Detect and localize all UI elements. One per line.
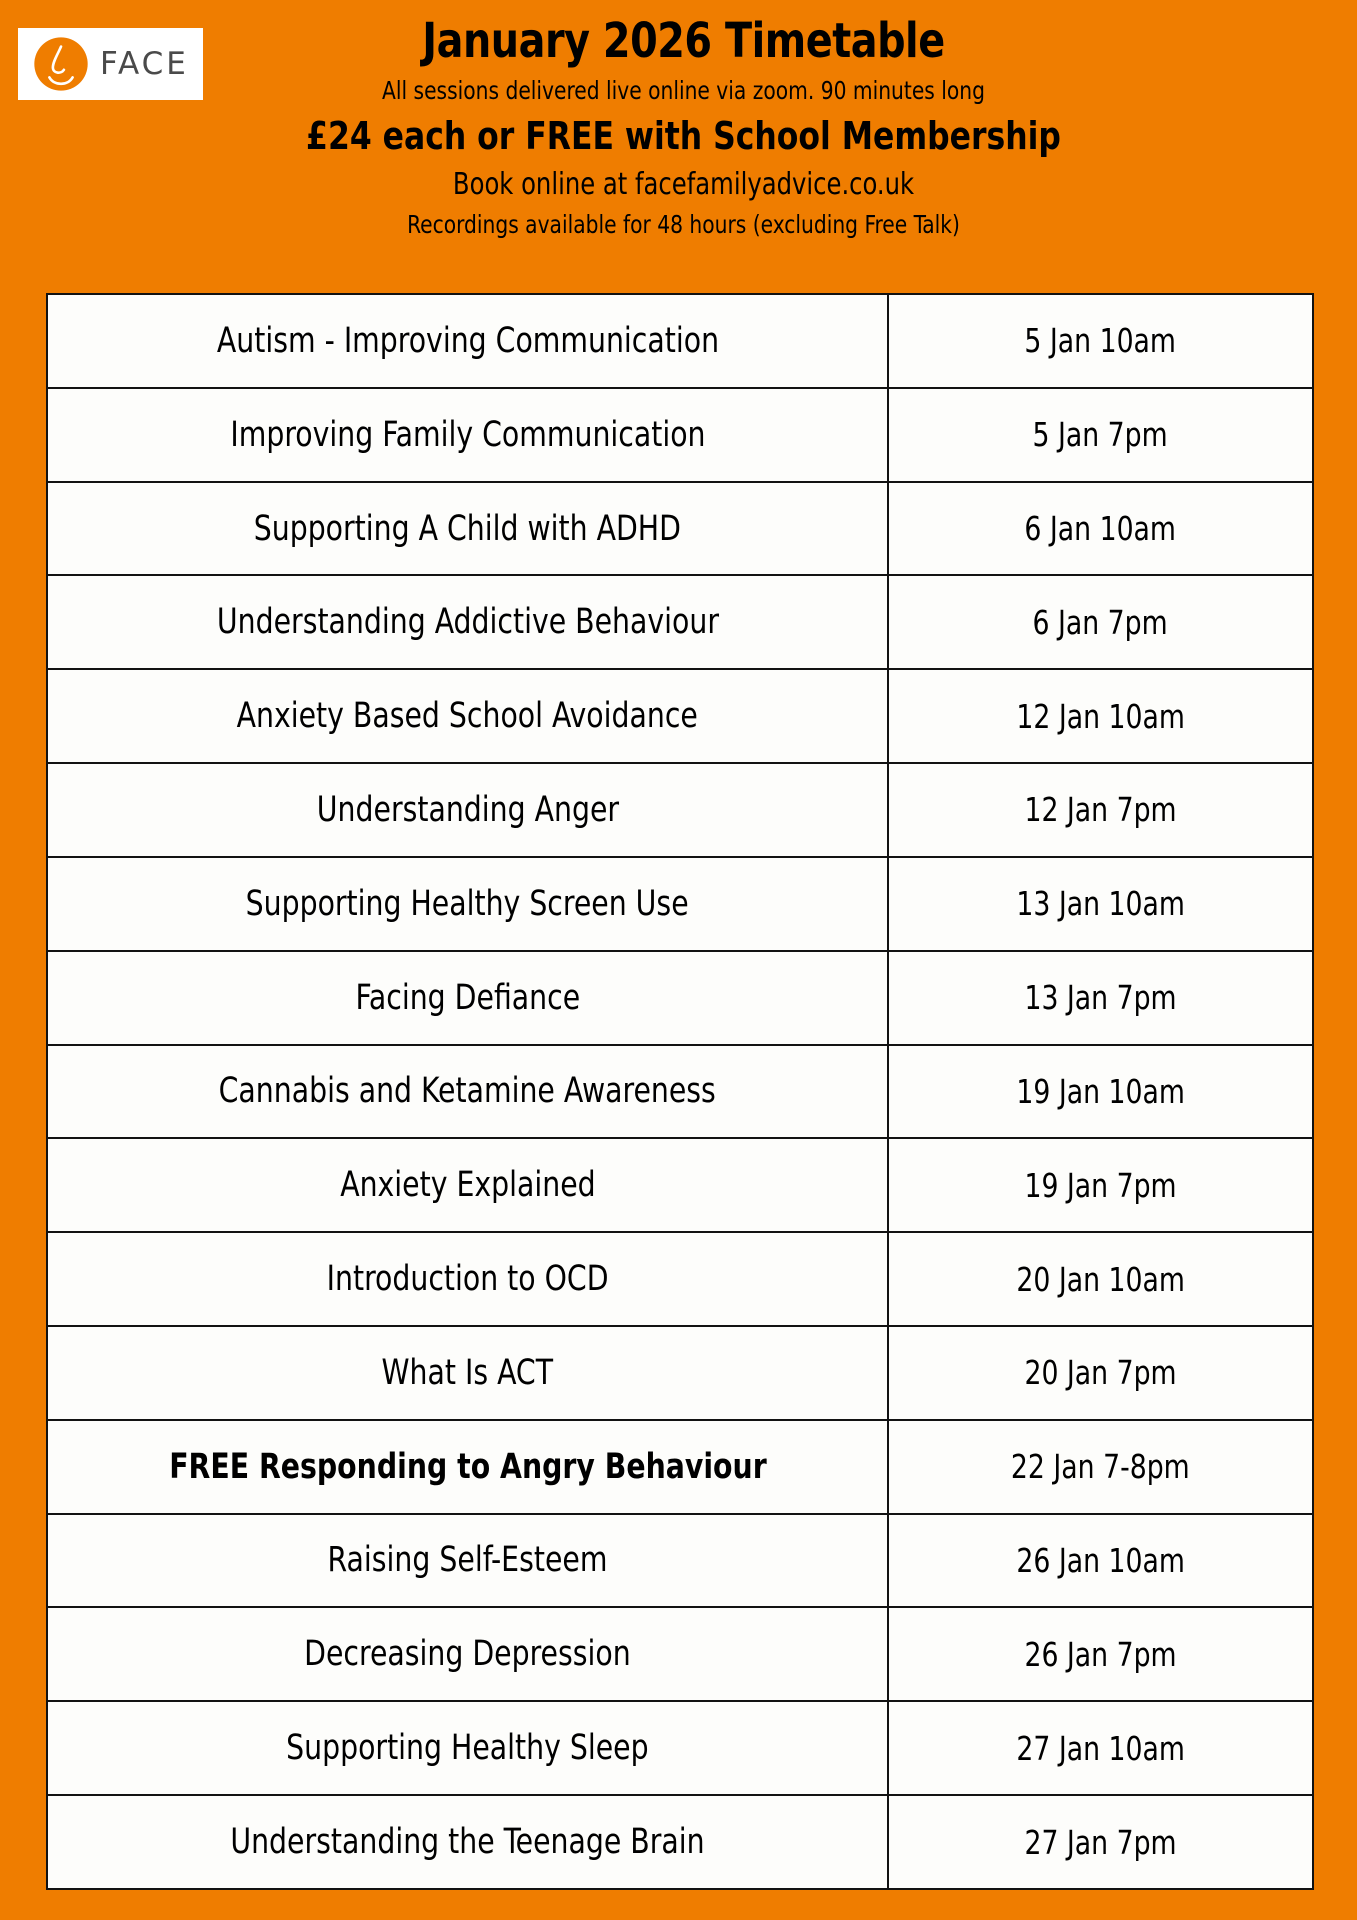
session-title-text: Understanding the Teenage Brain [230, 1822, 705, 1862]
session-title-text: Autism - Improving Communication [216, 320, 719, 361]
table-row [47, 669, 1313, 763]
session-title-cell [47, 1138, 888, 1232]
session-title-cell [47, 1607, 888, 1701]
session-title-cell [47, 1045, 888, 1139]
table-row [47, 388, 1313, 482]
session-title-text: Anxiety Explained [339, 1165, 596, 1206]
session-date-text: 26 Jan 10am [1016, 1540, 1185, 1580]
session-title-text: FREE Responding to Angry Behaviour [168, 1446, 767, 1487]
session-date-text: 26 Jan 7pm [1024, 1634, 1177, 1674]
session-date-cell [888, 1607, 1313, 1701]
session-date-cell [888, 1514, 1313, 1608]
session-title-text: Decreasing Depression [304, 1634, 631, 1675]
session-date-text: 5 Jan 10am [1024, 321, 1177, 361]
session-date-text: 13 Jan 10am [1016, 884, 1185, 924]
session-title-cell [47, 1326, 888, 1420]
session-date-text: 19 Jan 10am [1016, 1071, 1185, 1111]
table-row [47, 1701, 1313, 1795]
table-row [47, 1232, 1313, 1326]
session-date-cell [888, 1326, 1313, 1420]
session-date-cell [888, 575, 1313, 669]
session-date-cell [888, 1420, 1313, 1514]
poster-header [0, 0, 1357, 293]
session-title-text: Raising Self-Esteem [327, 1540, 608, 1581]
session-title-cell [47, 388, 888, 482]
session-title-cell [47, 1232, 888, 1326]
session-title-cell [47, 669, 888, 763]
session-title-cell [47, 294, 888, 388]
session-date-cell [888, 951, 1313, 1045]
session-title-text: Facing Defiance [355, 977, 580, 1018]
session-date-text: 20 Jan 10am [1016, 1259, 1185, 1299]
table-row [47, 857, 1313, 951]
session-date-cell [888, 1045, 1313, 1139]
session-title-text: Understanding Anger [316, 789, 619, 830]
session-date-text: 5 Jan 7pm [1032, 415, 1169, 455]
session-date-text: 12 Jan 10am [1016, 696, 1185, 736]
session-title-text: Understanding Addictive Behaviour [216, 602, 719, 643]
session-date-cell [888, 857, 1313, 951]
session-date-cell [888, 1138, 1313, 1232]
session-date-text: 6 Jan 10am [1024, 509, 1177, 549]
header-text-block [0, 13, 1357, 242]
session-date-cell [888, 1701, 1313, 1795]
session-date-text: 12 Jan 7pm [1024, 790, 1177, 830]
table-row [47, 1420, 1313, 1514]
table-row [47, 951, 1313, 1045]
session-title-cell [47, 1420, 888, 1514]
table-row [47, 1138, 1313, 1232]
session-title-text: Cannabis and Ketamine Awareness [218, 1071, 717, 1112]
session-date-text: 13 Jan 7pm [1024, 978, 1177, 1018]
session-date-cell [888, 482, 1313, 576]
session-title-text: Anxiety Based School Avoidance [236, 696, 699, 737]
timetable-container [46, 293, 1312, 1890]
pricing-note: £24 each or FREE with School Membership [306, 113, 1061, 158]
session-date-cell [888, 1232, 1313, 1326]
session-title-cell [47, 1514, 888, 1608]
session-title-text: Supporting Healthy Screen Use [245, 883, 690, 924]
session-title-cell [47, 951, 888, 1045]
session-title-text: Introduction to OCD [326, 1259, 609, 1300]
session-date-text: 20 Jan 7pm [1024, 1353, 1177, 1393]
session-title-cell [47, 575, 888, 669]
table-row [47, 482, 1313, 576]
session-date-text: 22 Jan 7-8pm [1011, 1447, 1190, 1487]
brand-logo-text: FACE [100, 45, 189, 82]
session-date-cell [888, 669, 1313, 763]
session-date-cell [888, 388, 1313, 482]
session-title-cell [47, 1795, 888, 1889]
session-date-text: 27 Jan 7pm [1024, 1822, 1177, 1862]
session-title-cell [47, 482, 888, 576]
session-title-text: Improving Family Communication [229, 414, 706, 455]
session-format-note: All sessions delivered live online via zoom. 90 minutes long [382, 75, 985, 105]
session-date-text: 6 Jan 7pm [1032, 602, 1169, 642]
recordings-note: Recordings available for 48 hours (excluding Free Talk) [407, 210, 960, 240]
table-row [47, 1795, 1313, 1889]
table-row [47, 1045, 1313, 1139]
table-row [47, 575, 1313, 669]
session-title-text: Supporting A Child with ADHD [253, 508, 682, 549]
booking-link-note[interactable]: Book online at facefamilyadvice.co.uk [452, 167, 915, 203]
session-title-text: Supporting Healthy Sleep [286, 1728, 649, 1769]
session-title-cell [47, 857, 888, 951]
session-date-cell [888, 294, 1313, 388]
table-row [47, 294, 1313, 388]
timetable-body [47, 294, 1313, 1889]
table-row [47, 763, 1313, 857]
table-row [47, 1326, 1313, 1420]
session-date-cell [888, 1795, 1313, 1889]
session-title-cell [47, 1701, 888, 1795]
table-row [47, 1514, 1313, 1608]
session-title-cell [47, 763, 888, 857]
timetable [46, 293, 1314, 1890]
table-row [47, 1607, 1313, 1701]
session-title-text: What Is ACT [381, 1352, 554, 1393]
page-title: January 2026 Timetable [422, 13, 945, 69]
session-date-text: 27 Jan 10am [1016, 1728, 1185, 1768]
session-date-cell [888, 763, 1313, 857]
session-date-text: 19 Jan 7pm [1024, 1165, 1177, 1205]
